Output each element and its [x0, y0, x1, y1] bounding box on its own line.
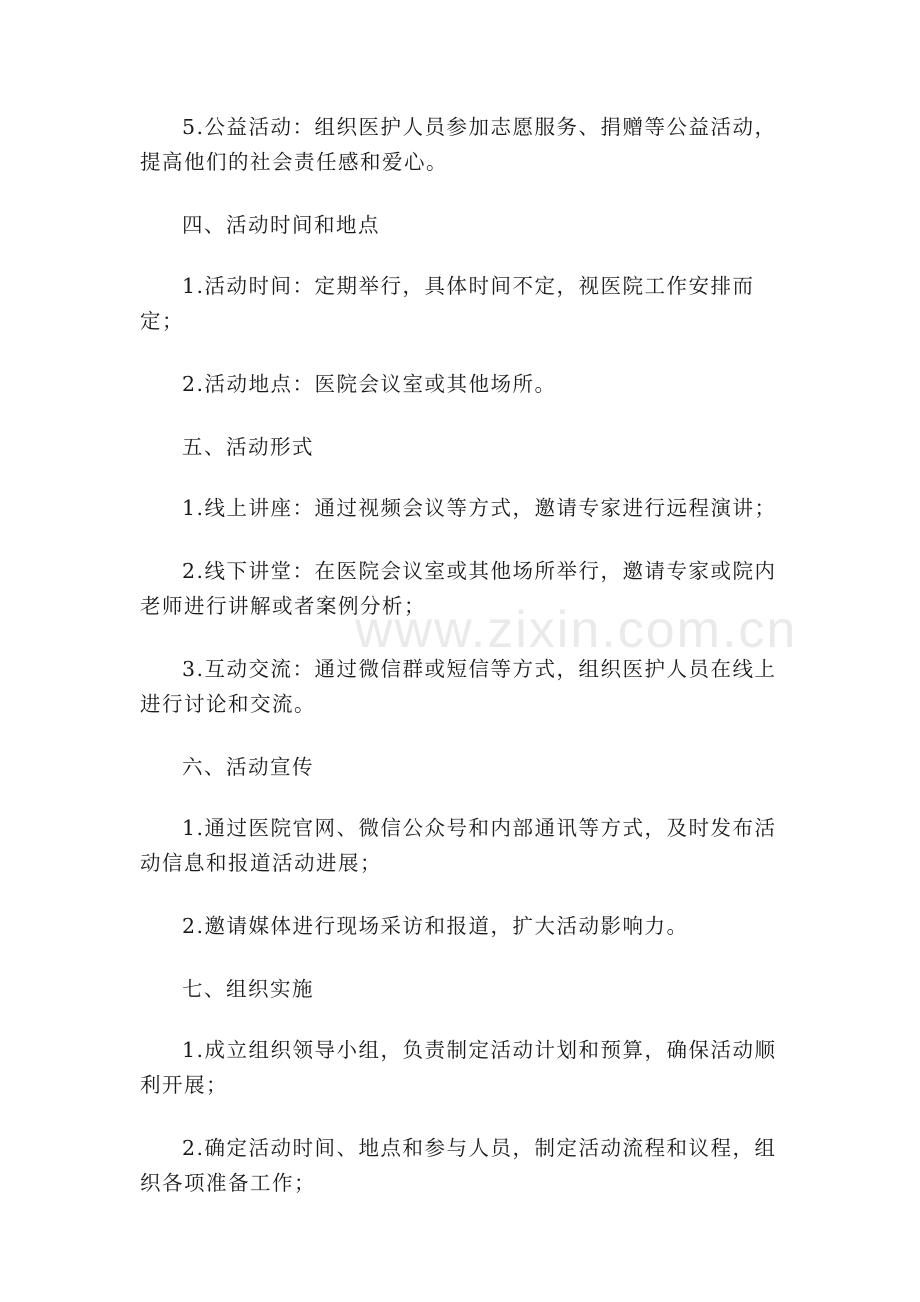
paragraph-preparation: 2.确定活动时间、地点和参与人员，制定活动流程和议程，组织各项准备工作； [140, 1136, 777, 1195]
paragraph-public-welfare: 5.公益活动：组织医护人员参加志愿服务、捐赠等公益活动，提高他们的社会责任感和爱心。 [140, 115, 777, 174]
paragraph-interactive-exchange: 3.互动交流：通过微信群或短信等方式，组织医护人员在线上进行讨论和交流。 [140, 657, 777, 716]
paragraph-leadership-group: 1.成立组织领导小组，负责制定活动计划和预算，确保活动顺利开展； [140, 1038, 777, 1097]
paragraph-online-lecture: 1.线上讲座：通过视频会议等方式，邀请专家进行远程演讲； [182, 496, 777, 520]
section-heading-time-location: 四、活动时间和地点 [182, 213, 380, 237]
section-heading-implementation: 七、组织实施 [182, 977, 314, 1001]
paragraph-activity-time: 1.活动时间：定期举行，具体时间不定，视医院工作安排而定； [140, 274, 755, 333]
document-body [140, 110, 780, 1229]
paragraph-publicity-channels: 1.通过医院官网、微信公众号和内部通讯等方式，及时发布活动信息和报道活动进展； [140, 816, 777, 875]
watermark-text: www.zixin.com.cn [355, 601, 798, 659]
section-heading-publicity: 六、活动宣传 [182, 755, 314, 779]
section-heading-activity-form: 五、活动形式 [182, 435, 314, 459]
paragraph-activity-location: 2.活动地点：医院会议室或其他场所。 [182, 372, 557, 396]
paragraph-offline-lecture: 2.线下讲堂：在医院会议室或其他场所举行，邀请专家或院内老师进行讲解或者案例分析； [140, 559, 777, 618]
paragraph-media-invite: 2.邀请媒体进行现场采访和报道，扩大活动影响力。 [182, 914, 689, 938]
